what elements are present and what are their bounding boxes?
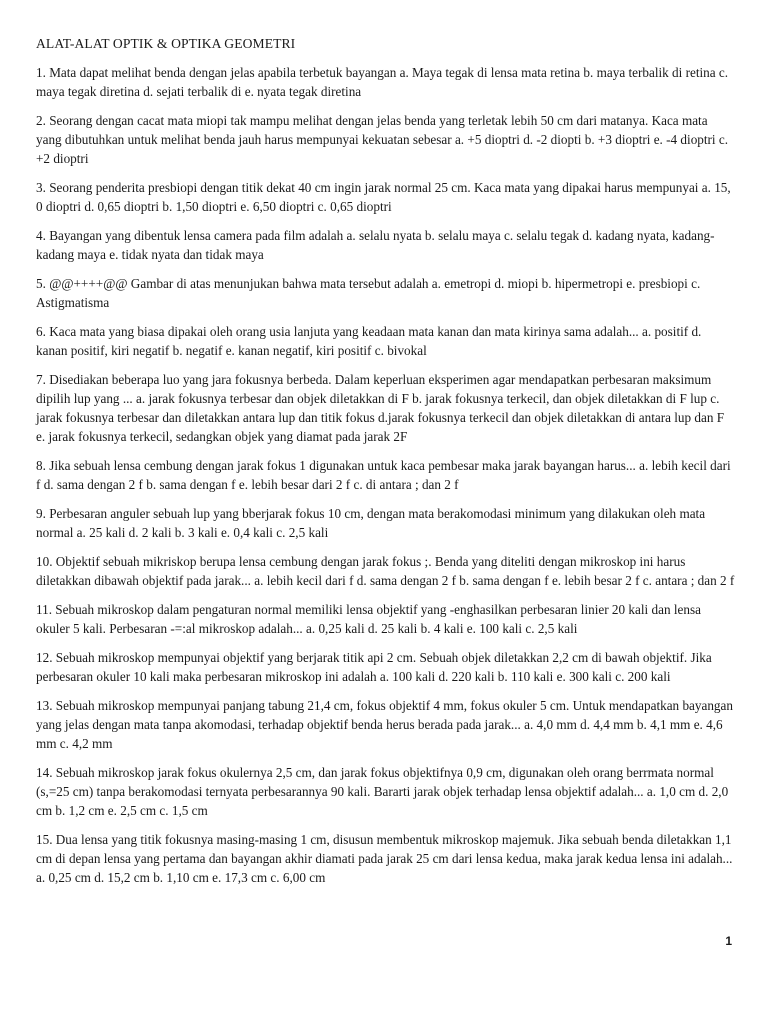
question-6: 6. Kaca mata yang biasa dipakai oleh orang usia lanjuta yang keadaan mata kanan dan mata kirinya sama adalah... a. positif d. kanan positif, kiri negatif b. negatif e. kanan negatif, kiri positif c. bivokal (36, 324, 702, 358)
question-14: 14. Sebuah mikroskop jarak fokus okulernya 2,5 cm, dan jarak fokus objektifnya 0,9 cm, digunakan oleh orang berrmata normal (s,=25 cm) tanpa berakomodasi ternyata perbesarannya 90 kali. Bararti jarak objek terhadap lensa objektif adalah... a. 1,0 cm d. 2,0 cm b. 1,2 cm e. 2,5 cm c. 1,5 cm (36, 765, 729, 818)
page-number: 1 (725, 934, 732, 948)
question-1: 1. Mata dapat melihat benda dengan jelas apabila terbetuk bayangan a. Maya tegak di lensa mata retina b. maya terbalik di retina c. maya tegak diretina d. sejati terbalik di e. nyata tegak diretina (36, 65, 729, 99)
document-body (36, 34, 736, 897)
question-12: 12. Sebuah mikroskop mempunyai objektif yang berjarak titik api 2 cm. Sebuah objek diletakkan 2,2 cm di bawah objektif. Jika perbesaran okuler 10 kali maka perbesaran mikroskop ini adalah a. 100 kali d. 220 kali b. 110 kali e. 300 kali c. 200 kali (36, 650, 712, 684)
question-10: 10. Objektif sebuah mikriskop berupa lensa cembung dengan jarak fokus ;. Benda yang diteliti dengan mikroskop ini harus diletakkan dibawah objektif pada jarak... a. lebih kecil dari f d. sama dengan 2 f b. sama dengan f e. lebih besar 2 f c. antara ; dan 2 f (36, 554, 735, 588)
question-3: 3. Seorang penderita presbiopi dengan titik dekat 40 cm ingin jarak normal 25 cm. Kaca mata yang dipakai harus mempunyai a. 15, 0 dioptri d. 0,65 dioptri b. 1,50 dioptri e. 6,50 dioptri c. 0,65 dioptri (36, 180, 731, 214)
question-4: 4. Bayangan yang dibentuk lensa camera pada film adalah a. selalu nyata b. selalu maya c. selalu tegak d. kadang nyata, kadang-kadang maya e. tidak nyata dan tidak maya (36, 228, 715, 262)
document-title: ALAT-ALAT OPTIK & OPTIKA GEOMETRI (36, 36, 296, 51)
question-15: 15. Dua lensa yang titik fokusnya masing-masing 1 cm, disusun membentuk mikroskop majemuk. Jika sebuah benda diletakkan 1,1 cm di depan lensa yang pertama dan bayangan akhir diamati pada jarak 25 cm dari lensa kedua, maka jarak kedua lensa ini adalah... a. 0,25 cm d. 15,2 cm b. 1,10 cm e. 17,3 cm c. 6,00 cm (36, 832, 733, 885)
question-8: 8. Jika sebuah lensa cembung dengan jarak fokus 1 digunakan untuk kaca pembesar maka jarak bayangan harus... a. lebih kecil dari f d. sama dengan 2 f b. sama dengan f e. lebih besar dari 2 f c. di antara ; dan 2 f (36, 458, 731, 492)
question-2: 2. Seorang dengan cacat mata miopi tak mampu melihat dengan jelas benda yang terletak lebih 50 cm dari matanya. Kaca mata yang dibutuhkan untuk melihat benda jauh harus mempunyai kekuatan sebesar a. +5 dioptri d. -2 diopti b. +3 dioptri e. -4 dioptri c. +2 dioptri (36, 113, 729, 166)
question-9: 9. Perbesaran anguler sebuah lup yang bberjarak fokus 10 cm, dengan mata berakomodasi minimum yang dilakukan oleh mata normal a. 25 kali d. 2 kali b. 3 kali e. 0,4 kali c. 2,5 kali (36, 506, 706, 540)
question-13: 13. Sebuah mikroskop mempunyai panjang tabung 21,4 cm, fokus objektif 4 mm, fokus okuler 5 cm. Untuk mendapatkan bayangan yang jelas dengan mata tanpa akomodasi, terhadap objektif benda herus berada pada jarak... a. 4,0 mm d. 4,4 mm b. 4,1 mm e. 4,6 mm c. 4,2 mm (36, 698, 733, 751)
question-5: 5. @@++++@@ Gambar di atas menunjukan bahwa mata tersebut adalah a. emetropi d. miopi b. hipermetropi e. presbiopi c. Astigmatisma (36, 276, 701, 310)
question-11: 11. Sebuah mikroskop dalam pengaturan normal memiliki lensa objektif yang -enghasilkan perbesaran linier 20 kali dan lensa okuler 5 kali. Perbesaran -=:al mikroskop adalah... a. 0,25 kali d. 25 kali b. 4 kali e. 100 kali c. 2,5 kali (36, 602, 701, 636)
question-7: 7. Disediakan beberapa luo yang jara fokusnya berbeda. Dalam keperluan eksperimen agar mendapatkan perbesaran maksimum dipilih lup yang ... a. jarak fokusnya terbesar dan objek diletakkan di F b. jarak fokusnya terkecil, dan objek diletakkan di F lup c. jarak fokusnya terbesar dan diletakkan antara lup dan titik fokus d.jarak fokusnya terkecil dan objek diletakkan di antara lup dan F e. jarak fokusnya terkecil, sedangkan objek yang diamat pada jarak 2F (36, 372, 725, 444)
